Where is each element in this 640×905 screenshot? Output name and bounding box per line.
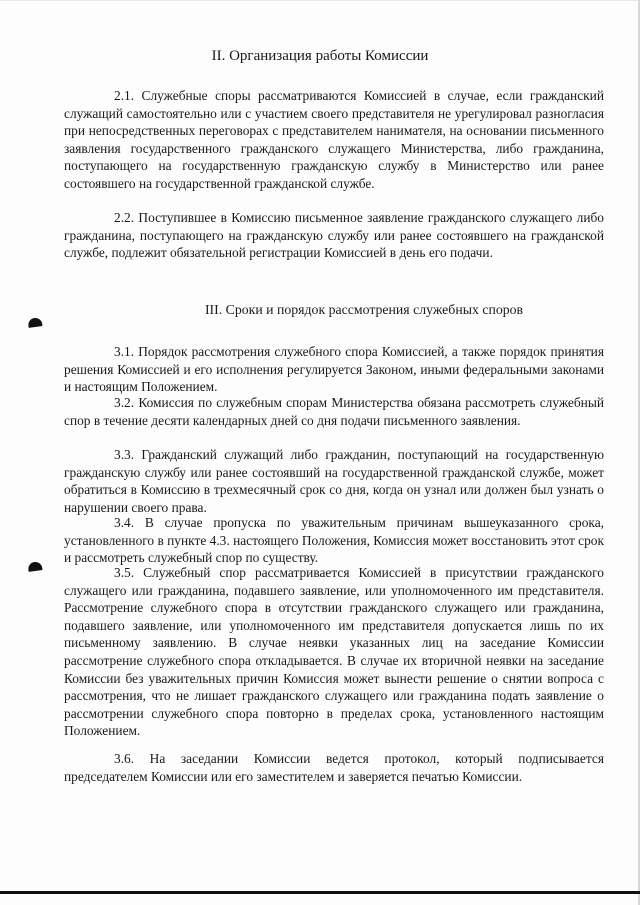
paragraph-3-1: 3.1. Порядок рассмотрения служебного спора Комиссией, а также порядок принятия решения Комиссией и его исполнения регулируется Законом, иными федеральными законами и настоящим Положением. xyxy=(64,344,604,395)
hole-punch-mark xyxy=(27,561,42,572)
section-2-title: II. Организация работы Комиссии xyxy=(211,48,429,64)
paragraph-2-2: 2.2. Поступившее в Комиссию письменное заявление гражданского служащего либо гражданина, поступающего на гражданскую службу или ранее состоявшего на гражданской службе, подлежит обязательной регистрации Комиссией в день его подачи. xyxy=(64,210,604,261)
paragraph-3-3: 3.3. Гражданский служащий либо гражданин, поступающий на государственную гражданскую службу или ранее состоявший на государственной гражданской службе, может обратиться в Комиссию в трехмесячный срок со дня, когда он узнал или должен был узнать о нарушении своего права. xyxy=(64,447,604,515)
paragraph-2-1: 2.1. Служебные споры рассматриваются Комиссией в случае, если гражданский служащий самостоятельно или с участием своего представителя не урегулировал разногласия при непосредственных переговорах с представителем нанимателя, на основании письменного заявления государственного гражданского служащего Министерства, либо гражданина, поступающего на государственную гражданскую службу в Министерство или ранее состоявшего на государственной гражданской службе. xyxy=(64,88,604,191)
paragraph-3-6: 3.6. На заседании Комиссии ведется протокол, который подписывается председателем Комиссии или его заместителем и заверяется печатью Комиссии. xyxy=(64,751,604,784)
scan-edge-bottom xyxy=(0,891,640,894)
paragraph-3-4: 3.4. В случае пропуска по уважительным причинам вышеуказанного срока, установленного в пункте 4.3. настоящего Положения, Комиссия может восстановить этот срок и рассмотреть служебный спор по существу. xyxy=(64,515,604,566)
paragraph-3-5: 3.5. Служебный спор рассматривается Комиссией в присутствии гражданского служащего или гражданина, подавшего заявление, или уполномоченного им представителя. Рассмотрение служебного спора в отсутствии гражданского служащего или гражданина, подавшего заявление, или уполномоченного им представителя допускается лишь по их письменному заявлению. В случае неявки указанных лиц на заседание Комиссии рассмотрение служебного спора откладывается. В случае их вторичной неявки на заседание Комиссии без уважительных причин Комиссия может вынести решение о снятии вопроса с рассмотрения, что не лишает гражданского служащего или гражданина подать заявление о рассмотрении служебного спора повторно в пределах срока, установленного настоящим Положением. xyxy=(64,565,604,739)
scan-edge-top xyxy=(0,0,640,1)
section-3-title: III. Сроки и порядок рассмотрения служебных споров xyxy=(204,302,524,317)
paragraph-3-2: 3.2. Комиссия по служебным спорам Министерства обязана рассмотреть служебный спор в течение десяти календарных дней со дня подачи письменного заявления. xyxy=(64,395,604,428)
hole-punch-mark xyxy=(27,317,42,328)
